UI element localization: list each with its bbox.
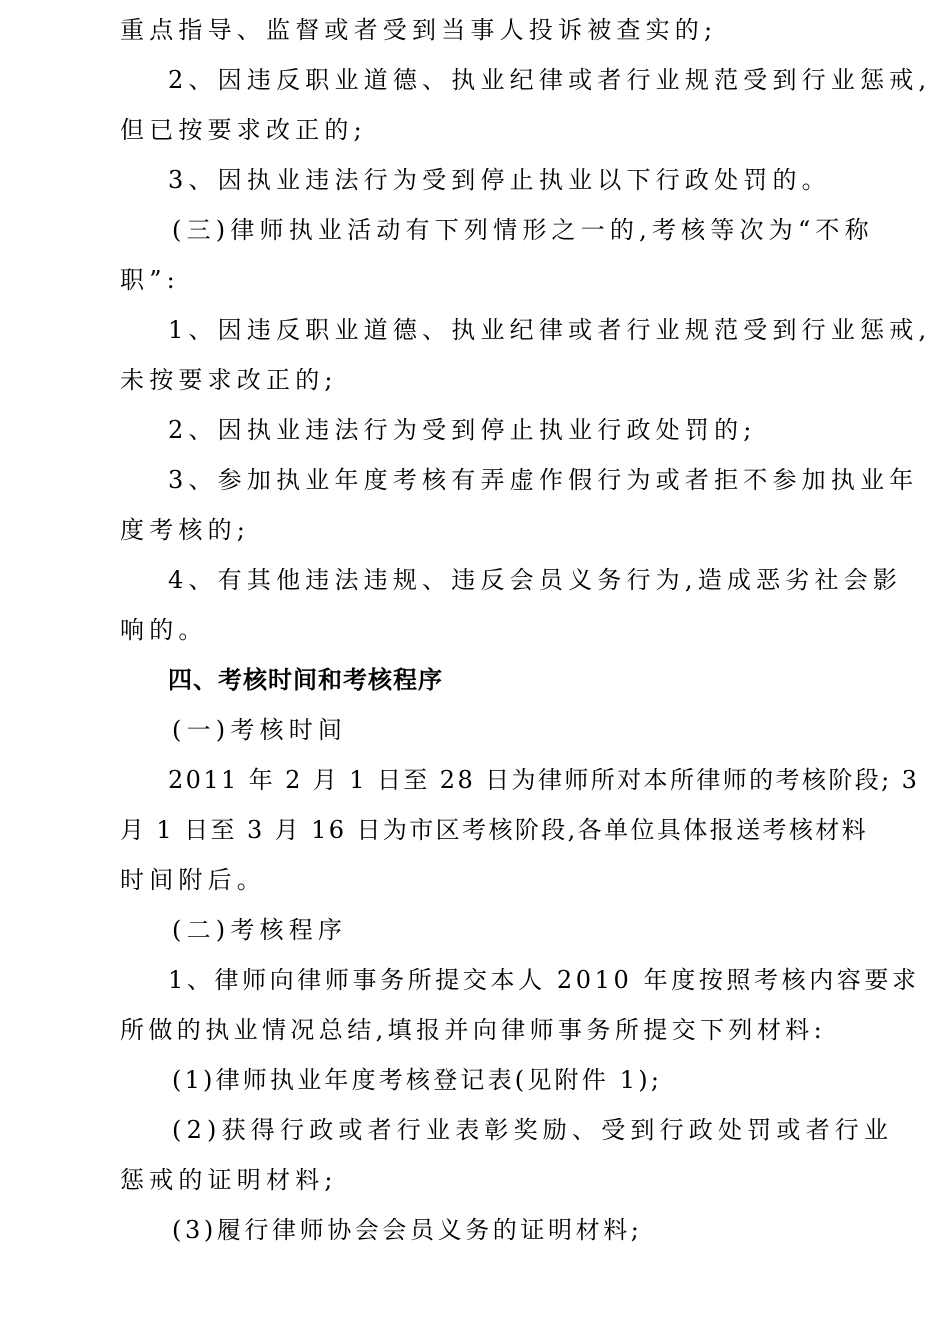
text-line: (2)获得行政或者行业表彰奖励、受到行政处罚或者行业 [172, 1116, 894, 1144]
text-line: 2、因执业违法行为受到停止执业行政处罚的; [168, 416, 757, 444]
text-line: 响的。 [120, 616, 208, 644]
text-line: 职”: [120, 266, 180, 294]
text-line: 3、参加执业年度考核有弄虚作假行为或者拒不参加执业年 [168, 466, 919, 494]
text-line: 3、因执业违法行为受到停止执业以下行政处罚的。 [168, 166, 831, 194]
text-line: 重点指导、监督或者受到当事人投诉被查实的; [120, 16, 718, 44]
text-line: 月 1 日至 3 月 16 日为市区考核阶段,各单位具体报送考核材料 [120, 816, 869, 844]
subsection-heading: (一)考核时间 [172, 716, 348, 744]
text-line: 但已按要求改正的; [120, 116, 367, 144]
text-line: (3)履行律师协会会员义务的证明材料; [172, 1216, 643, 1244]
text-line: (1)律师执业年度考核登记表(见附件 1); [172, 1066, 663, 1094]
text-line: 惩戒的证明材料; [120, 1166, 338, 1194]
text-line: 2011 年 2 月 1 日至 28 日为律师所对本所律师的考核阶段; 3 [168, 766, 920, 794]
text-line: 未按要求改正的; [120, 366, 338, 394]
subsection-heading: (二)考核程序 [172, 916, 348, 944]
text-line: 1、律师向律师事务所提交本人 2010 年度按照考核内容要求 [168, 966, 920, 994]
text-line: 1、因违反职业道德、执业纪律或者行业规范受到行业惩戒, [168, 316, 932, 344]
text-line: 4、有其他违法违规、违反会员义务行为,造成恶劣社会影 [168, 566, 903, 594]
text-line: 时间附后。 [120, 866, 266, 894]
section-heading: 四、考核时间和考核程序 [168, 665, 443, 694]
text-line: 所做的执业情况总结,填报并向律师事务所提交下列材料: [120, 1016, 827, 1044]
text-line: (三)律师执业活动有下列情形之一的,考核等次为“不称 [172, 216, 874, 244]
text-line: 2、因违反职业道德、执业纪律或者行业规范受到行业惩戒, [168, 66, 932, 94]
text-line: 度考核的; [120, 516, 251, 544]
